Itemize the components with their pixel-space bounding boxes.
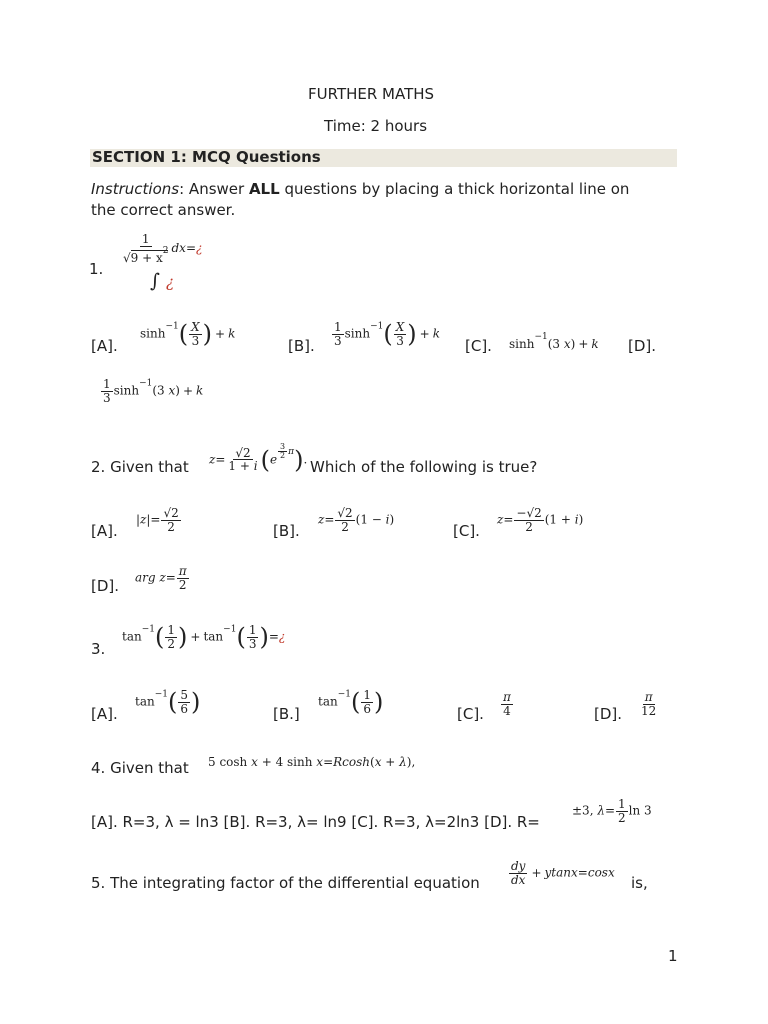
time-allowed: Time: 2 hours <box>324 117 428 135</box>
q2-option-c: z= $\frac{-√2}{2}$ (1 + i) <box>497 506 584 534</box>
q1-number: 1. <box>89 260 104 278</box>
q5-lead: 5. The integrating factor of the differential equation <box>91 874 480 892</box>
q1-option-b: $\frac{1}{3}$ $\sinh^{-1}$( $\frac{X}{3}$ ) + k <box>334 320 441 349</box>
page-number: 1 <box>668 947 678 965</box>
q2-option-c-label: [C]. <box>453 522 480 540</box>
q4-options: [A]. R=3, λ = ln3 [B]. R=3, λ= ln9 [C]. R=3, λ=2ln3 [D]. R= <box>91 813 540 831</box>
q1-option-d: $\frac{1}{3}$ $\sinh^{-1}(3$ x) + k <box>103 377 204 405</box>
q1-option-b-label: [B]. <box>288 337 315 355</box>
q1-option-a: $\sinh^{-1}$( $\frac{X}{3}$ ) + k <box>140 320 236 349</box>
q2-option-b: z= $\frac{√2}{2}$ (1 − i) <box>318 506 395 534</box>
q3-option-c-label: [C]. <box>457 705 484 723</box>
q3-option-c: $\frac{\pi}{4}$ <box>503 690 511 718</box>
page-title: FURTHER MATHS <box>308 85 435 103</box>
q2-option-d-label: [D]. <box>91 577 120 595</box>
instructions-text: questions by placing a thick horizontal line on <box>279 180 630 198</box>
q1-integral-sign: ∫ ¿ <box>150 270 174 292</box>
section-heading: SECTION 1: MCQ Questions <box>92 148 321 166</box>
q4-lead: 4. Given that <box>91 759 189 777</box>
instructions-label: Instructions <box>91 180 180 198</box>
q4-expression: 5 cosh x + 4 sinh x=Rcosh(x + λ), <box>208 755 416 769</box>
q2-option-d: arg z= $\frac{\pi}{2}$ <box>135 564 187 592</box>
q1-option-c: $\sinh^{-1}(3$ x) + k <box>509 332 599 351</box>
instructions-line-1 <box>91 180 629 198</box>
q4-option-d-value: ±3, λ= $\frac{1}{2}$ ln 3 <box>572 797 652 825</box>
instructions-emphasis: ALL <box>248 180 280 198</box>
q2-option-a: |z|= $\frac{√2}{2}$ <box>136 506 179 534</box>
instructions-colon: : Answer <box>179 180 249 198</box>
q3-option-d: $\frac{\pi}{12}$ <box>641 690 657 718</box>
q3-expression: $\tan^{-1}$( $\frac{1}{2}$ ) + $\tan^{-1}$( $\frac{1}{3}$ )=¿ <box>122 623 286 652</box>
q1-option-d-label: [D]. <box>628 337 657 355</box>
q2-tail: Which of the following is true? <box>310 458 538 476</box>
q3-option-b: $\tan^{-1}$( $\frac{1}{6}$ ) <box>318 688 384 717</box>
q3-number: 3. <box>91 640 106 658</box>
q2-expression: z= $\frac{√2}{1 + i}$ (e $^{\frac{3}{2} \pi}$). <box>209 442 308 474</box>
q2-option-a-label: [A]. <box>91 522 118 540</box>
q2-lead: 2. Given that <box>91 458 189 476</box>
q3-option-d-label: [D]. <box>594 705 623 723</box>
q1-option-c-label: [C]. <box>465 337 492 355</box>
q5-tail: is, <box>631 874 648 892</box>
q3-option-a-label: [A]. <box>91 705 118 723</box>
q3-option-a: $\tan^{-1}$( $\frac{5}{6}$ ) <box>135 688 201 717</box>
q5-equation: $\frac{dy}{dx}$ + ytanx=cosx <box>511 859 615 887</box>
q1-option-a-label: [A]. <box>91 337 118 355</box>
q2-option-b-label: [B]. <box>273 522 300 540</box>
instructions-line-2: the correct answer. <box>91 201 236 219</box>
q1-integrand: $\frac{1}{√9 + x^2}$ dx=¿ <box>123 232 203 265</box>
q3-option-b-label: [B.] <box>273 705 300 723</box>
